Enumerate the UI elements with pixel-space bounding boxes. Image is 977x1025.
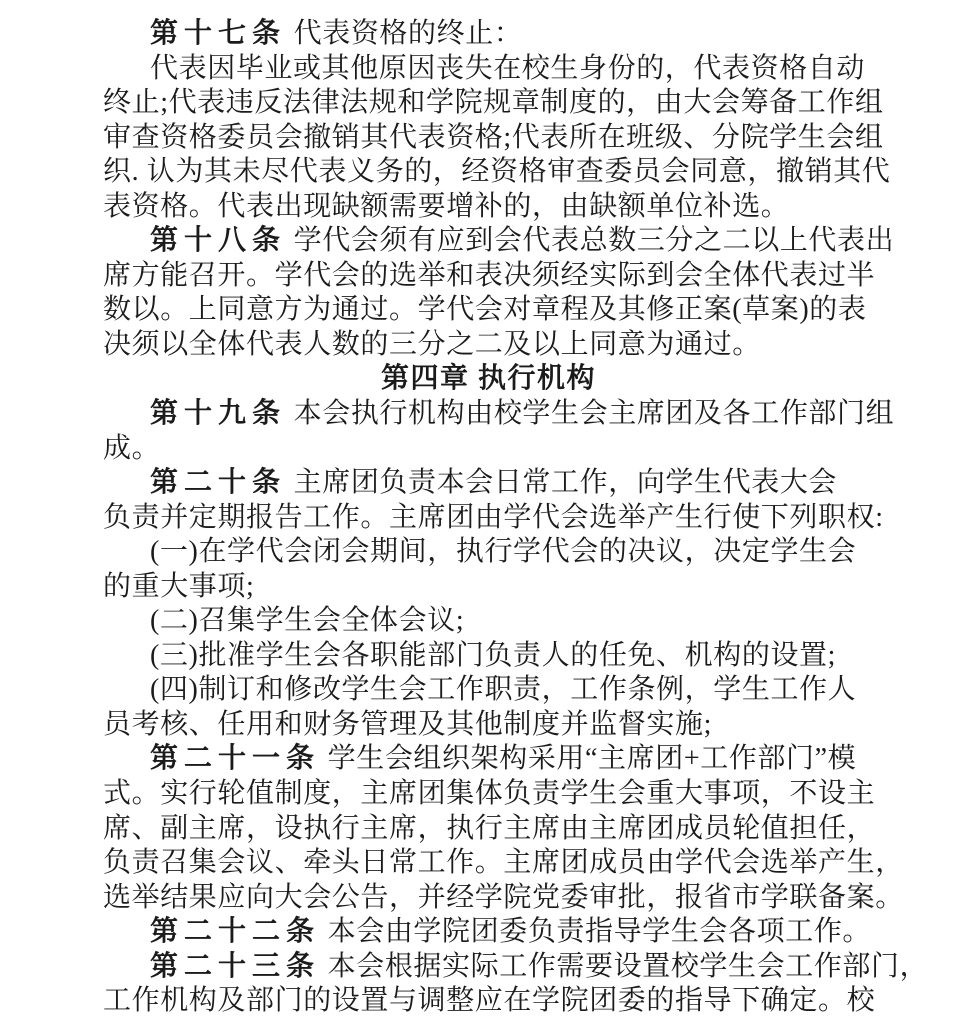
text-run: (三)批准学生会各职能部门负责人的任免、机构的设置; bbox=[150, 639, 837, 671]
text-run: 席、副主席，设执行主席，执行主席由主席团成员轮值担任， bbox=[103, 812, 876, 844]
text-run: 决须以全体代表人数的三分之二及以上同意为通过。 bbox=[103, 328, 761, 360]
text-line bbox=[103, 224, 893, 259]
text-line bbox=[103, 190, 893, 225]
text-line bbox=[103, 846, 904, 881]
text-line bbox=[103, 984, 893, 1019]
text-run: 的重大事项; bbox=[103, 570, 255, 602]
text-run: 主席团负责本会日常工作，向学生代表大会 bbox=[286, 467, 838, 499]
text-run: 式。实行轮值制度，主席团集体负责学生会重大事项，不设主 bbox=[103, 778, 876, 810]
text-line bbox=[103, 812, 893, 847]
article-number-run: 第二十条 bbox=[150, 467, 287, 499]
text-line bbox=[103, 17, 893, 52]
text-run: 本会由学院团委负责指导学生会各项工作。 bbox=[320, 916, 872, 948]
text-line bbox=[103, 293, 893, 328]
text-line bbox=[103, 708, 893, 743]
text-run: 负责召集会议、牵头日常工作。主席团成员由学代会选举产生， bbox=[103, 847, 904, 879]
text-run: 工作机构及部门的设置与调整应在学院团委的指导下确定。校 bbox=[103, 985, 876, 1017]
text-line bbox=[103, 397, 893, 432]
article-number-run: 第二十三条 bbox=[150, 950, 321, 982]
text-run: (四)制订和修改学生会工作职责，工作条例，学生工作人 bbox=[150, 674, 857, 706]
text-run: 终止;代表违反法律法规和学院规章制度的，由大会筹备工作组 bbox=[103, 87, 884, 119]
text-line bbox=[103, 950, 929, 985]
text-line bbox=[103, 52, 893, 87]
text-run: (二)召集学生会全体会议; bbox=[150, 605, 465, 637]
text-line bbox=[103, 742, 893, 777]
text-run: 学代会须有应到会代表总数三分之二以上代表出 bbox=[286, 225, 895, 257]
text-run: 代表资格的终止： bbox=[286, 18, 523, 49]
chapter-heading bbox=[103, 362, 874, 397]
text-line bbox=[103, 86, 893, 121]
article-number-run: 第十八条 bbox=[150, 225, 287, 257]
text-line bbox=[103, 535, 893, 570]
text-line bbox=[103, 777, 893, 812]
text-run: (一)在学代会闭会期间，执行学代会的决议，决定学生会 bbox=[150, 536, 857, 568]
text-line bbox=[103, 121, 893, 156]
text-line bbox=[103, 466, 893, 501]
text-run: 负责并定期报告工作。主席团由学代会选举产生行使下列职权: bbox=[103, 501, 884, 533]
text-line bbox=[103, 915, 893, 950]
article-number-run: 第四章 执行机构 bbox=[380, 363, 596, 395]
text-line bbox=[103, 501, 893, 536]
text-line bbox=[103, 604, 893, 639]
text-line bbox=[103, 259, 893, 294]
text-run: 员考核、任用和财务管理及其他制度并监督实施; bbox=[103, 708, 712, 740]
article-number-run: 第十七条 bbox=[150, 18, 287, 49]
text-run: 数以。上同意方为通过。学代会对章程及其修正案(草案)的表 bbox=[103, 294, 867, 326]
text-line bbox=[103, 432, 893, 467]
article-number-run: 第二十一条 bbox=[150, 743, 321, 775]
text-run: 选举结果应向大会公告，并经学院党委审批，报省市学联备案。 bbox=[103, 881, 904, 913]
article-number-run: 第十九条 bbox=[150, 398, 287, 430]
text-run: 织. 认为其未尽代表义务的，经资格审查委员会同意，撤销其代 bbox=[103, 156, 891, 188]
article-number-run: 第二十二条 bbox=[150, 916, 321, 948]
text-line bbox=[103, 155, 893, 190]
text-line bbox=[103, 570, 893, 605]
text-run: 成。 bbox=[103, 432, 161, 464]
text-run: 本会执行机构由校学生会主席团及各工作部门组 bbox=[286, 398, 895, 430]
text-run: 学生会组织架构采用“主席团+工作部门”模 bbox=[320, 743, 857, 775]
text-run: 本会根据实际工作需要设置校学生会工作部门， bbox=[320, 950, 929, 982]
text-line bbox=[103, 673, 893, 708]
text-run: 代表因毕业或其他原因丧失在校生身份的，代表资格自动 bbox=[150, 52, 866, 84]
text-line bbox=[103, 328, 893, 363]
text-run: 审查资格委员会撤销其代表资格;代表所在班级、分院学生会组 bbox=[103, 121, 884, 153]
text-line bbox=[103, 881, 904, 916]
text-line bbox=[103, 639, 893, 674]
text-run: 席方能召开。学代会的选举和表决须经实际到会全体代表过半 bbox=[103, 259, 876, 291]
text-run: 表资格。代表出现缺额需要增补的，由缺额单位补选。 bbox=[103, 190, 790, 222]
document-text-block bbox=[103, 17, 929, 1019]
